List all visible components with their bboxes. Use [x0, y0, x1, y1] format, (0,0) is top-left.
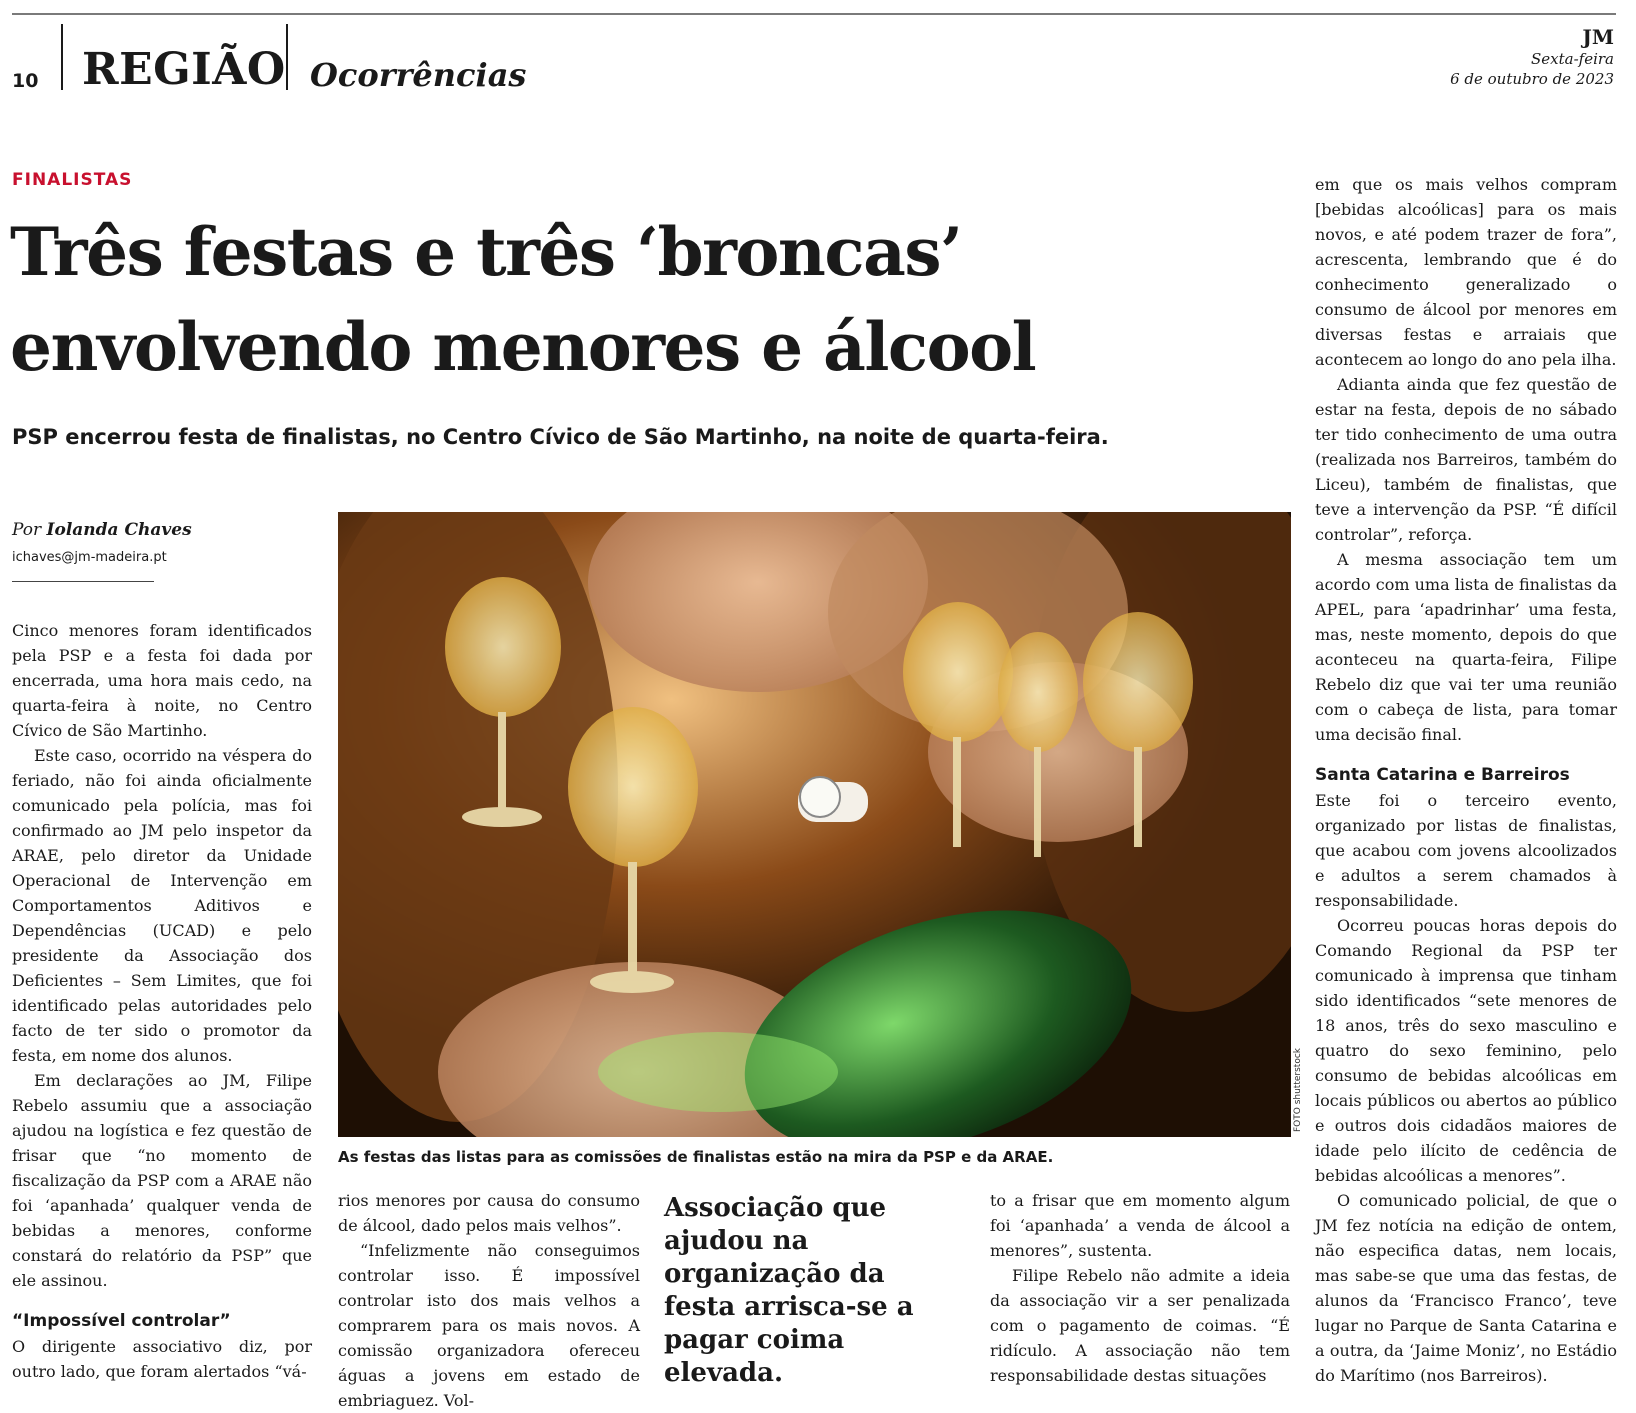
byline-prefix: Por: [12, 520, 42, 540]
article-column-1: [12, 618, 312, 1384]
page-number: 10: [12, 70, 39, 92]
article-kicker: FINALISTAS: [12, 170, 133, 190]
subheading: Santa Catarina e Barreiros: [1315, 765, 1570, 785]
masthead: [1450, 25, 1614, 89]
paragraph: em que os mais velhos compram [bebidas alcoólicas] para os mais novos, e até podem trazer de fora”, acrescenta, lembrando que é do conhecimento generalizado o consumo de álcool por menores em diversas festas e arraiais que acontecem ao longo do ano pela ilha.: [1315, 175, 1617, 369]
article-column-2: [338, 1188, 640, 1413]
author-email: ichaves@jm-madeira.pt: [12, 550, 167, 565]
newspaper-logo: JM: [1582, 25, 1614, 49]
paragraph: Em declarações ao JM, Filipe Rebelo assumiu que a associação ajudou na logística e fez questão de frisar que “no momento de fiscalização da PSP com a ARAE não foi ‘apanhada’ qualquer venda de bebidas a menores, conforme constará do relatório da PSP” que ele assinou.: [12, 1071, 312, 1290]
paragraph: Adianta ainda que fez questão de estar na festa, depois de no sábado ter tido conhecimento de uma outra (realizada nos Barreiros, também do Liceu), também de finalistas, que teve a intervenção da PSP. “É difícil controlar”, reforça.: [1315, 375, 1617, 544]
paragraph: Este foi o terceiro evento, organizado por listas de finalistas, que acabou com jovens alcoolizados e adultos a serem chamados à responsabilidade.: [1315, 791, 1617, 910]
paragraph: O comunicado policial, de que o JM fez notícia na edição de ontem, não especifica datas, nem locais, mas sabe-se que uma das festas, de alunos da ‘Francisco Franco’, teve lugar no Parque de Santa Catarina e a outra, da ‘Jaime Moniz’, no Estádio do Marítimo (nos Barreiros).: [1315, 1191, 1617, 1385]
header-rule: [12, 13, 1616, 15]
paragraph: A mesma associação tem um acordo com uma lista de finalistas da APEL, para ‘apadrinhar’ uma festa, mas, neste momento, depois do que aconteceu na quarta-feira, Filipe Rebelo diz que vai ter uma reunião com o cabeça de lista, para tomar uma decisão final.: [1315, 550, 1617, 744]
paragraph: Filipe Rebelo não admite a ideia da associação vir a ser penalizada com o pagamento de coimas. “É ridículo. A associação não tem responsabilidade destas situações: [990, 1266, 1290, 1385]
pull-quote: Associação que ajudou na organização da festa arrisca-se a pagar coima elevada.: [664, 1193, 914, 1388]
author-name: Iolanda Chaves: [46, 520, 192, 540]
photo-caption: As festas das listas para as comissões de finalistas estão na mira da PSP e da ARAE.: [338, 1148, 1054, 1166]
article-standfirst: PSP encerrou festa de finalistas, no Centro Cívico de São Martinho, na noite de quarta-feira.: [12, 425, 1109, 449]
paragraph: to a frisar que em momento algum foi ‘apanhada’ a venda de álcool a menores”, sustenta.: [990, 1191, 1290, 1260]
article-headline: [10, 205, 1300, 395]
paragraph: rios menores por causa do consumo de álcool, dado pelos mais velhos”.: [338, 1191, 640, 1235]
headline-line: Três festas e três ‘broncas’: [10, 213, 962, 291]
subsection-title: Ocorrências: [310, 56, 527, 94]
photo-credit: FOTO shutterstock: [1293, 1048, 1303, 1132]
issue-date: 6 de outubro de 2023: [1450, 70, 1614, 88]
byline-rule: [12, 581, 154, 582]
section-title: REGIÃO: [82, 44, 286, 95]
paragraph: “Infelizmente não conseguimos controlar isso. É impossível controlar isto dos mais velhos a comprarem para os mais novos. A comissão organizadora ofereceu águas a jovens em estado de embriaguez. Vol-: [338, 1241, 640, 1410]
byline: [12, 520, 192, 540]
article-column-4: [1315, 172, 1617, 1388]
paragraph: Este caso, ocorrido na véspera do feriado, não foi ainda oficialmente comunicado pela polícia, mas foi confirmado ao JM pelo inspetor da ARAE, pelo diretor da Unidade Operacional de Intervenção em Comportamentos Aditivos e Dependências (UCAD) e pelo presidente da Associação dos Deficientes – Sem Limites, que foi identificado pelas autoridades pelo facto de ter sido o promotor da festa, em nome dos alunos.: [12, 746, 312, 1065]
party-drinks-photo: [338, 512, 1291, 1137]
subheading: “Impossível controlar”: [12, 1311, 231, 1331]
headline-line: envolvendo menores e álcool: [10, 308, 1036, 386]
paragraph: O dirigente associativo diz, por outro lado, que foram alertados “vá-: [12, 1337, 312, 1381]
article-column-3: [990, 1188, 1290, 1388]
header-divider: [286, 24, 288, 90]
paragraph: Ocorreu poucas horas depois do Comando Regional da PSP ter comunicado à imprensa que tinham sido identificados “sete menores de 18 anos, três do sexo masculino e quatro do sexo feminino, pelo consumo de bebidas alcoólicas em locais públicos ou abertos ao público e outros dois cidadãos maiores de idade pelo ilícito de cedência de bebidas alcoólicas a menores”.: [1315, 916, 1617, 1185]
paragraph: Cinco menores foram identificados pela PSP e a festa foi dada por encerrada, uma hora mais cedo, na quarta-feira à noite, no Centro Cívico de São Martinho.: [12, 621, 312, 740]
article-photo: [338, 512, 1291, 1137]
header-divider: [61, 24, 63, 90]
weekday: Sexta-feira: [1531, 50, 1614, 68]
